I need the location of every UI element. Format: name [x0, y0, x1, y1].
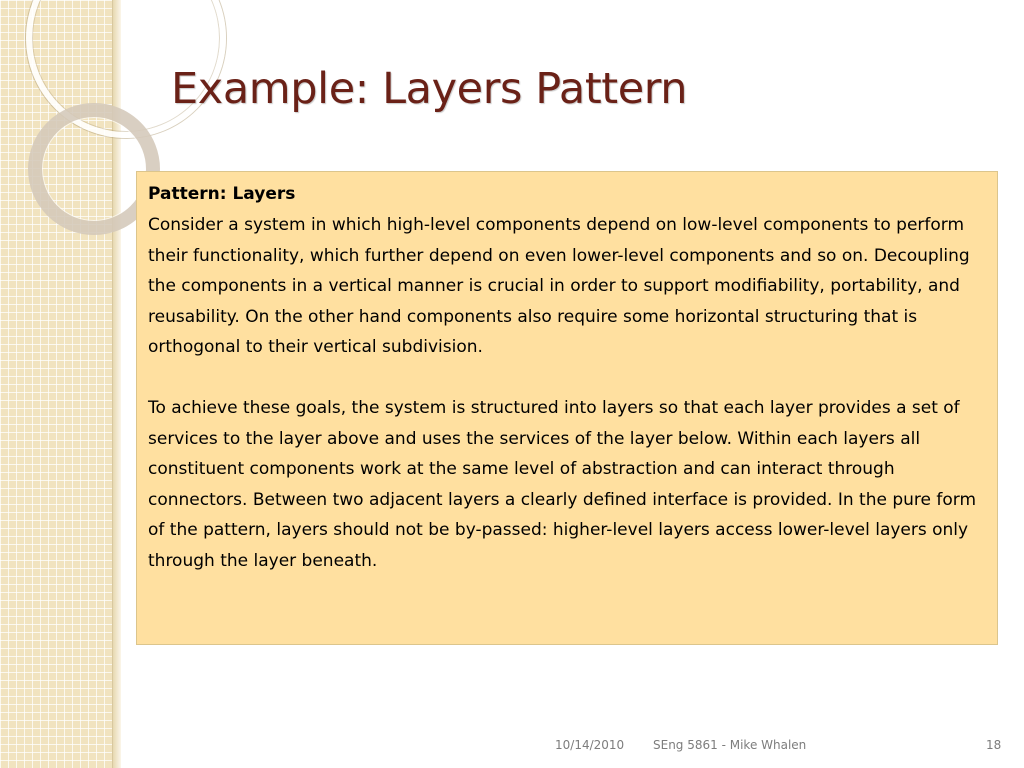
- paragraph-spacer: [148, 363, 987, 393]
- slide-title: Example: Layers Pattern: [171, 64, 688, 114]
- footer-course: SEng 5861 - Mike Whalen: [653, 738, 807, 752]
- pattern-description-box: [136, 171, 998, 645]
- pattern-problem-paragraph: Consider a system in which high-level components depend on low-level components to perform their functionality, which further depend on even lower-level components and so on. Decoupling the components in a vertical manner is crucial in order to support modifiability, portability, and reusability. On the other hand components also require some horizontal structuring that is orthogonal to their vertical subdivision.: [148, 215, 970, 358]
- pattern-solution-paragraph: To achieve these goals, the system is structured into layers so that each layer provides a set of services to the layer above and uses the services of the layer below. Within each layers all constituent components work at the same level of abstraction and can interact through connectors. Between two adjacent layers a clearly defined interface is provided. In the pure form of the pattern, layers should not be by-passed: higher-level layers access lower-level layers only through the layer beneath.: [148, 397, 977, 571]
- slide-number: 18: [986, 738, 1002, 752]
- footer-date: 10/14/2010: [555, 738, 625, 752]
- pattern-heading: Pattern: Layers: [148, 184, 296, 204]
